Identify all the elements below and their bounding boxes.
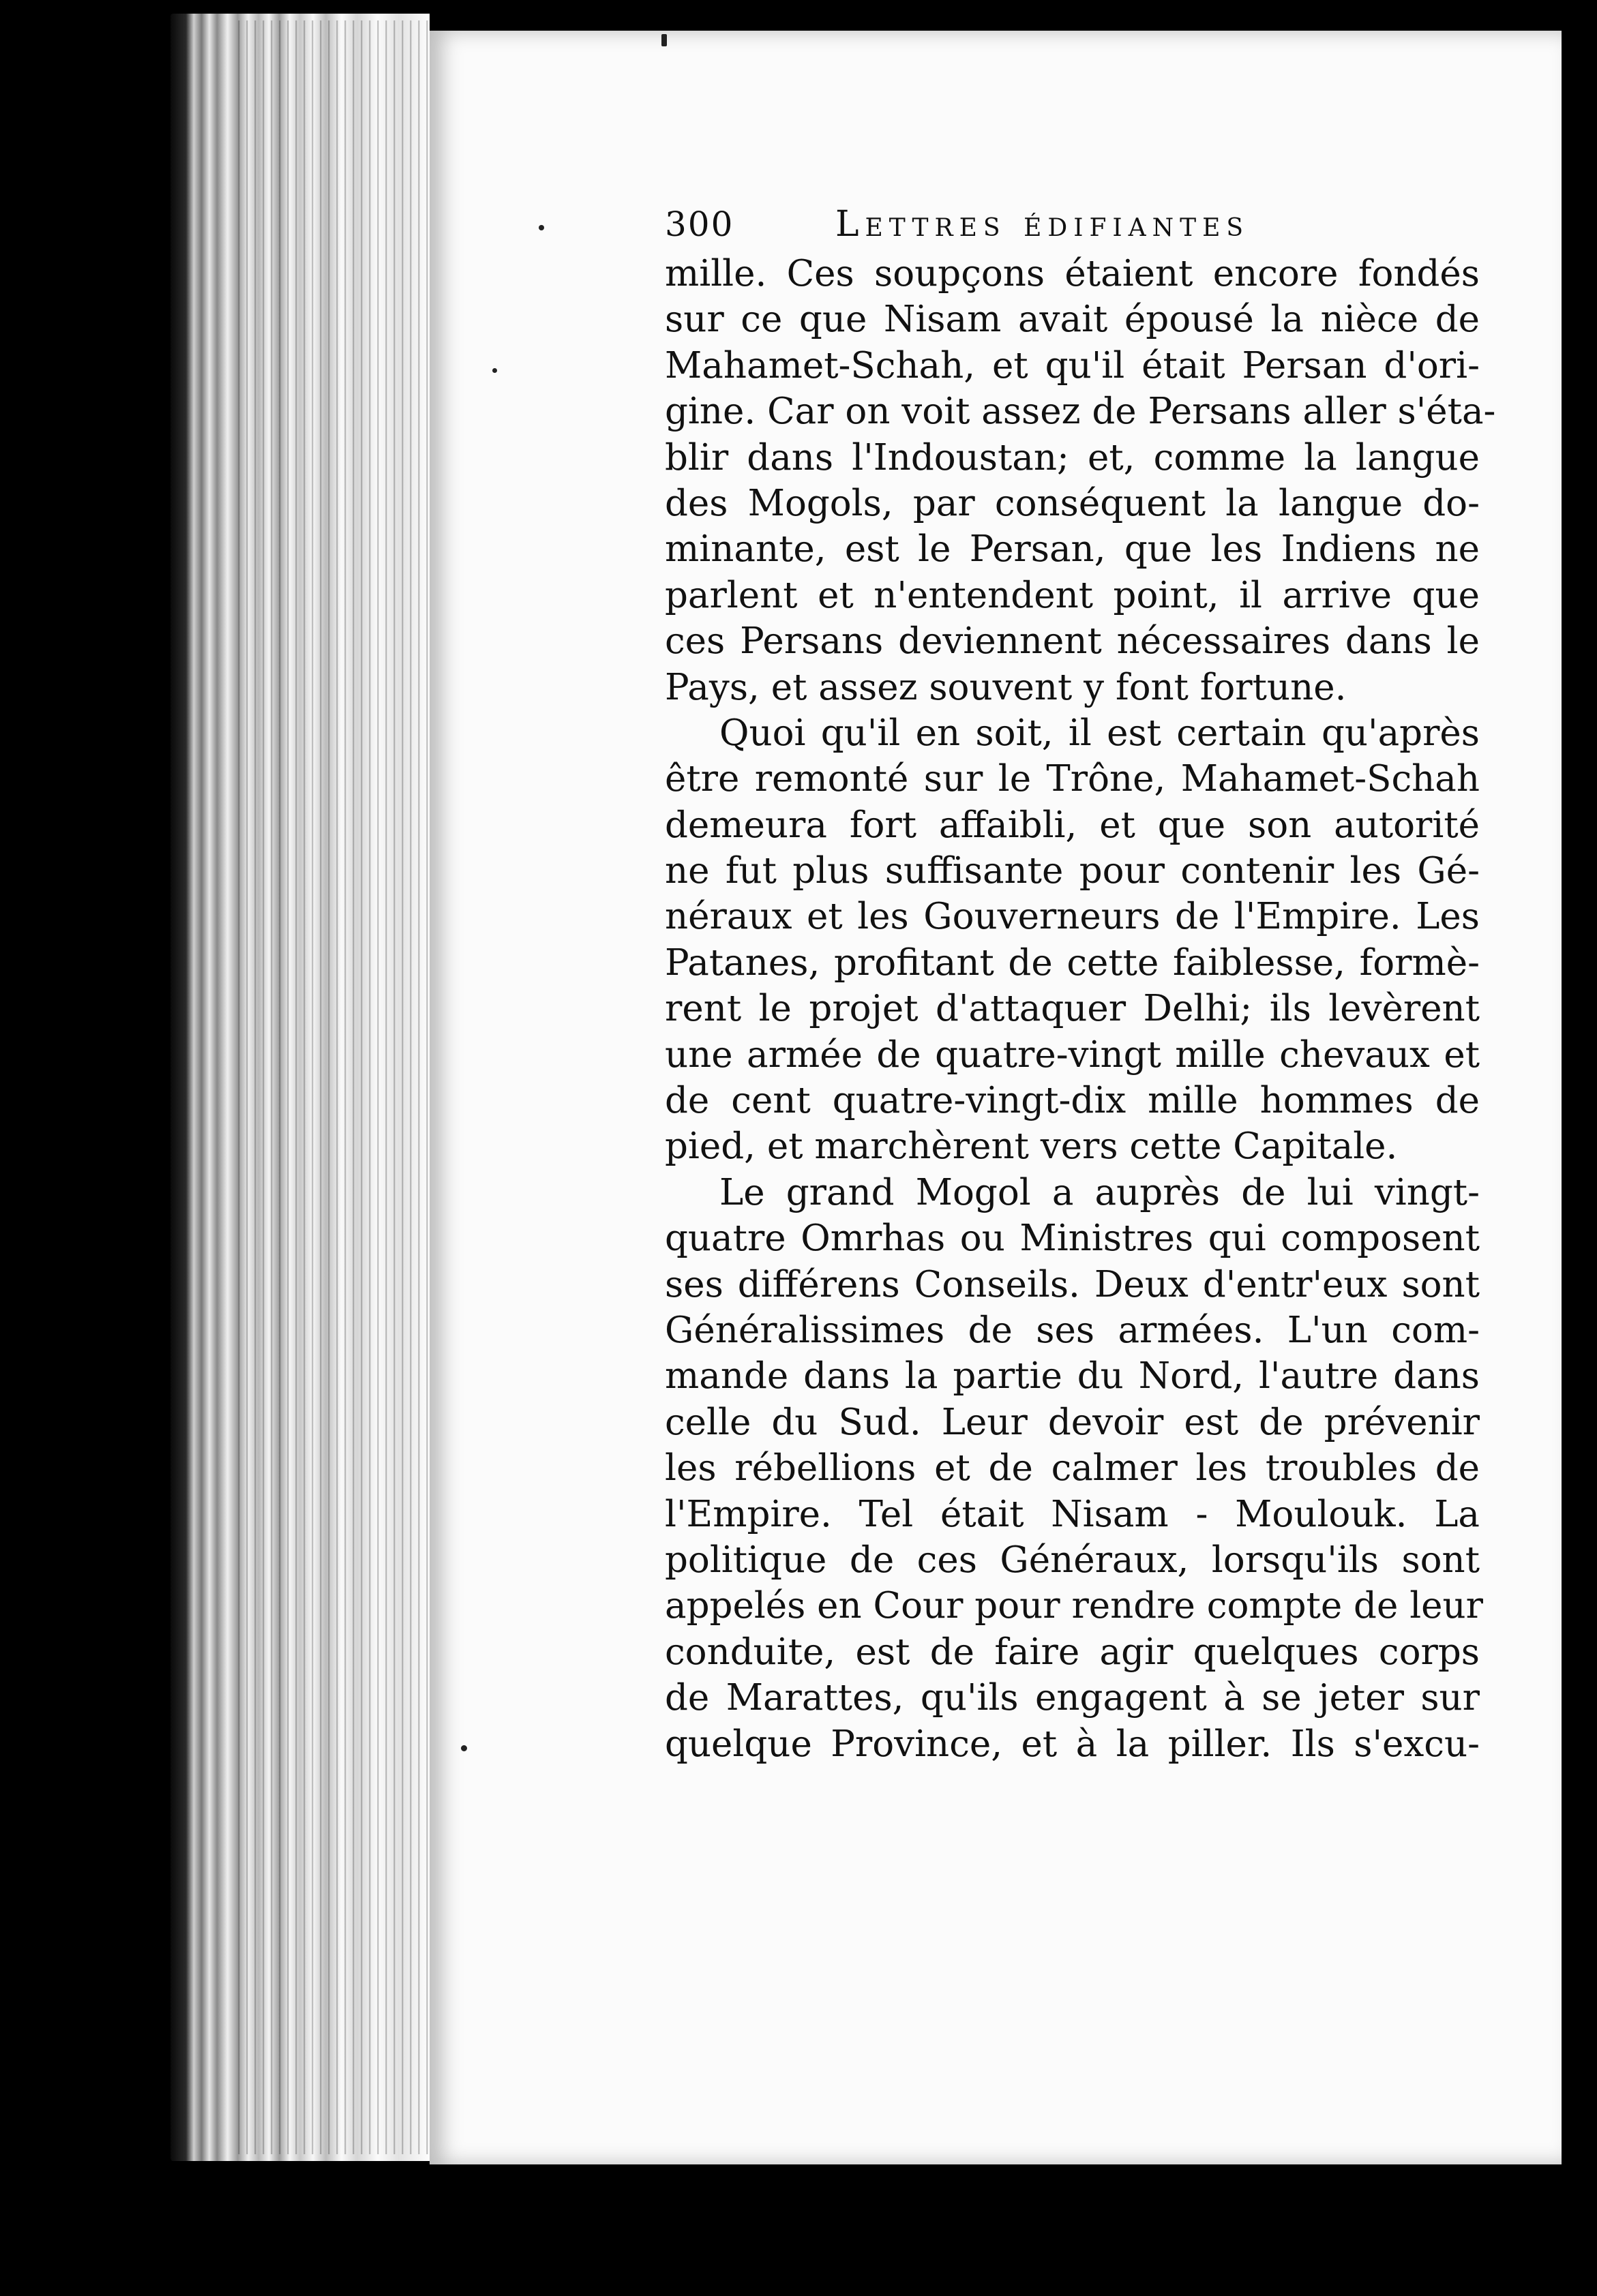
text-line: mande dans la partie du Nord, l'autre dans: [665, 1355, 1480, 1398]
right-edge-shadow: [1562, 0, 1597, 2296]
text-line: Généralissimes de ses armées. L'un com-: [665, 1309, 1480, 1351]
scan-speck: [492, 368, 497, 373]
running-title: Lettres édifiantes: [835, 204, 1250, 245]
text-line: Patanes, profitant de cette faiblesse, formè-: [665, 941, 1480, 984]
text-line: celle du Sud. Leur devoir est de prévenir: [665, 1401, 1480, 1443]
text-line: conduite, est de faire agir quelques corps: [665, 1631, 1480, 1673]
text-line: Pays, et assez souvent y font fortune.: [665, 666, 1347, 708]
text-line: demeura fort affaibli, et que son autorité: [665, 804, 1480, 846]
text-line: sur ce que Nisam avait épousé la nièce de: [665, 299, 1480, 341]
text-line: Mahamet-Schah, et qu'il était Persan d'ori-: [665, 344, 1480, 387]
text-line: rent le projet d'attaquer Delhi; ils levèrent: [665, 988, 1480, 1030]
text-line: ses différens Conseils. Deux d'entr'eux sont: [665, 1263, 1480, 1305]
text-line: de cent quatre-vingt-dix mille hommes de: [665, 1080, 1480, 1122]
page-number: 300: [665, 205, 734, 244]
text-line: Quoi qu'il en soit, il est certain qu'après: [719, 712, 1480, 754]
text-line: de Marattes, qu'ils engagent à se jeter sur: [665, 1677, 1480, 1719]
text-line: quelque Province, et à la piller. Ils s'excu-: [665, 1723, 1480, 1765]
text-line: ne fut plus suffisante pour contenir les Gé-: [665, 850, 1480, 892]
page-edge-lines: [232, 20, 436, 2154]
text-line: quatre Omrhas ou Ministres qui composent: [665, 1218, 1480, 1260]
text-line: les rébellions et de calmer les troubles de: [665, 1447, 1480, 1490]
text-line: pied, et marchèrent vers cette Capitale.: [665, 1126, 1398, 1168]
text-line: mille. Ces soupçons étaient encore fondés: [665, 253, 1480, 294]
text-line: gine. Car on voit assez de Persans aller s'éta-: [665, 391, 1496, 433]
text-line: être remonté sur le Trône, Mahamet-Schah: [665, 758, 1480, 800]
running-head: [665, 198, 1480, 251]
text-line: des Mogols, par conséquent la langue do-: [665, 482, 1480, 524]
text-line: néraux et les Gouverneurs de l'Empire. Les: [665, 896, 1480, 938]
scan-speck: [539, 225, 544, 230]
text-line: ces Persans deviennent nécessaires dans le: [665, 620, 1480, 663]
text-line: parlent et n'entendent point, il arrive que: [665, 574, 1480, 616]
scan-speck: [661, 34, 667, 46]
text-line: une armée de quatre-vingt mille chevaux et: [665, 1033, 1480, 1076]
text-line: minante, est le Persan, que les Indiens ne: [665, 528, 1480, 571]
text-line: Le grand Mogol a auprès de lui vingt-: [719, 1171, 1480, 1213]
text-line: appelés en Cour pour rendre compte de leur: [665, 1585, 1483, 1627]
text-line: politique de ces Généraux, lorsqu'ils sont: [665, 1539, 1480, 1581]
text-line: blir dans l'Indoustan; et, comme la langue: [665, 436, 1480, 479]
text-line: l'Empire. Tel était Nisam - Moulouk. La: [665, 1493, 1480, 1535]
scan-speck: [461, 1745, 467, 1751]
page-text-block: [665, 198, 1496, 1767]
